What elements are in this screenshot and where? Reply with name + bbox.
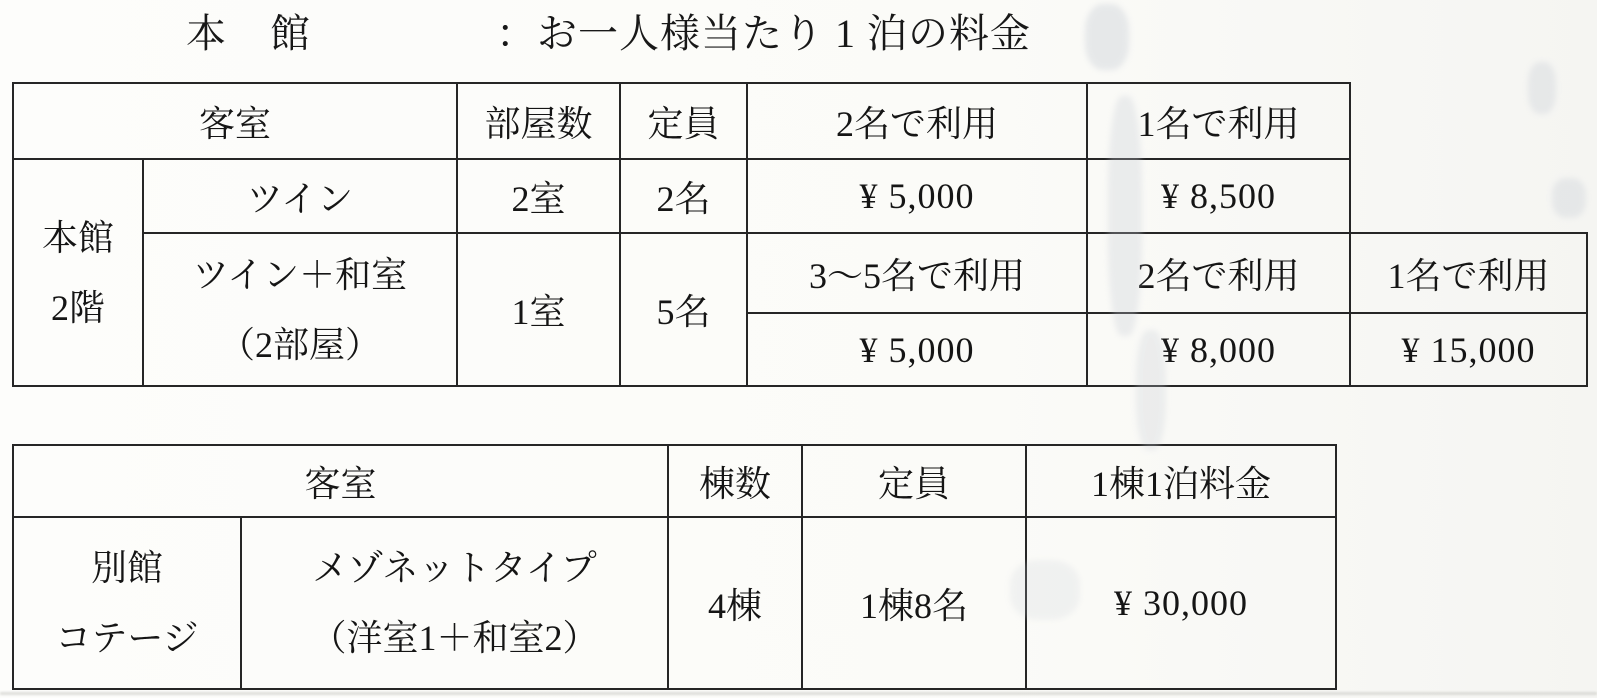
group-label-main-2f (13, 159, 143, 386)
cottage-price: ¥ 30,000 (1026, 517, 1336, 689)
subheader-use-by-3-5: 3〜5名で利用 (747, 233, 1087, 313)
cottage-table-header-row (13, 445, 1336, 517)
twin-room-count: 2室 (457, 159, 620, 233)
room-type-maisonette (241, 517, 668, 689)
twin-washitsu-capacity: 5名 (620, 233, 747, 386)
twin-price-1-guest: ¥ 8,500 (1087, 159, 1350, 233)
group-label-line2: 2階 (50, 287, 105, 328)
scan-artifact (1010, 560, 1080, 620)
twin-washitsu-price-2-guests: ¥ 8,000 (1087, 313, 1350, 386)
room-type-line2: （2部屋） (219, 324, 382, 365)
cottage-header-capacity: 定員 (802, 445, 1026, 517)
twin-washitsu-subheader-row (13, 233, 1587, 313)
twin-washitsu-price-3-5-guests: ¥ 5,000 (747, 313, 1087, 386)
room-type-twin: ツイン (143, 159, 457, 233)
room-type-line1: ツイン＋和室 (192, 254, 408, 295)
page-title-main-building: 本 館 (186, 11, 312, 56)
cottage-header-price-per-building: 1棟1泊料金 (1026, 445, 1336, 517)
twin-capacity: 2名 (620, 159, 747, 233)
header-room-count: 部屋数 (457, 83, 620, 159)
group-label-line1: 本館 (41, 217, 114, 258)
header-guest-room: 客室 (13, 83, 457, 159)
room-type-twin-washitsu (143, 233, 457, 386)
cottage-building-count: 4棟 (668, 517, 802, 689)
maisonette-line1: メゾネットタイプ (312, 548, 597, 588)
scan-artifact (1108, 96, 1142, 336)
cottage-row (13, 517, 1336, 689)
twin-washitsu-price-1-guest: ¥ 15,000 (1350, 313, 1587, 386)
header-use-by-1: 1名で利用 (1087, 83, 1350, 159)
scan-artifact (1136, 330, 1166, 450)
scan-artifact (1552, 178, 1586, 218)
maisonette-line2: （洋室1＋和室2） (310, 618, 599, 658)
page-title-rate-note: ：お一人様当たり 1 泊の料金 (496, 11, 1031, 56)
annex-cottage-price-table (12, 444, 1337, 690)
subheader-use-by-2: 2名で利用 (1087, 233, 1350, 313)
twin-washitsu-room-count: 1室 (457, 233, 620, 386)
header-capacity: 定員 (620, 83, 747, 159)
cottage-capacity: 1棟8名 (802, 517, 1026, 689)
scan-artifact (1528, 62, 1556, 114)
main-building-price-table (12, 82, 1588, 387)
header-use-by-2: 2名で利用 (747, 83, 1087, 159)
annex-label-line1: 別館 (90, 548, 163, 588)
group-label-annex-cottage (13, 517, 241, 689)
scan-edge-streak (0, 692, 1597, 695)
main-table-header-row (13, 83, 1587, 159)
cottage-header-building-count: 棟数 (668, 445, 802, 517)
scan-artifact (1085, 4, 1129, 70)
cottage-header-guest-room: 客室 (13, 445, 668, 517)
twin-room-row (13, 159, 1587, 233)
annex-label-line2: コテージ (55, 618, 199, 658)
subheader-use-by-1: 1名で利用 (1350, 233, 1587, 313)
twin-price-2-guests: ¥ 5,000 (747, 159, 1087, 233)
